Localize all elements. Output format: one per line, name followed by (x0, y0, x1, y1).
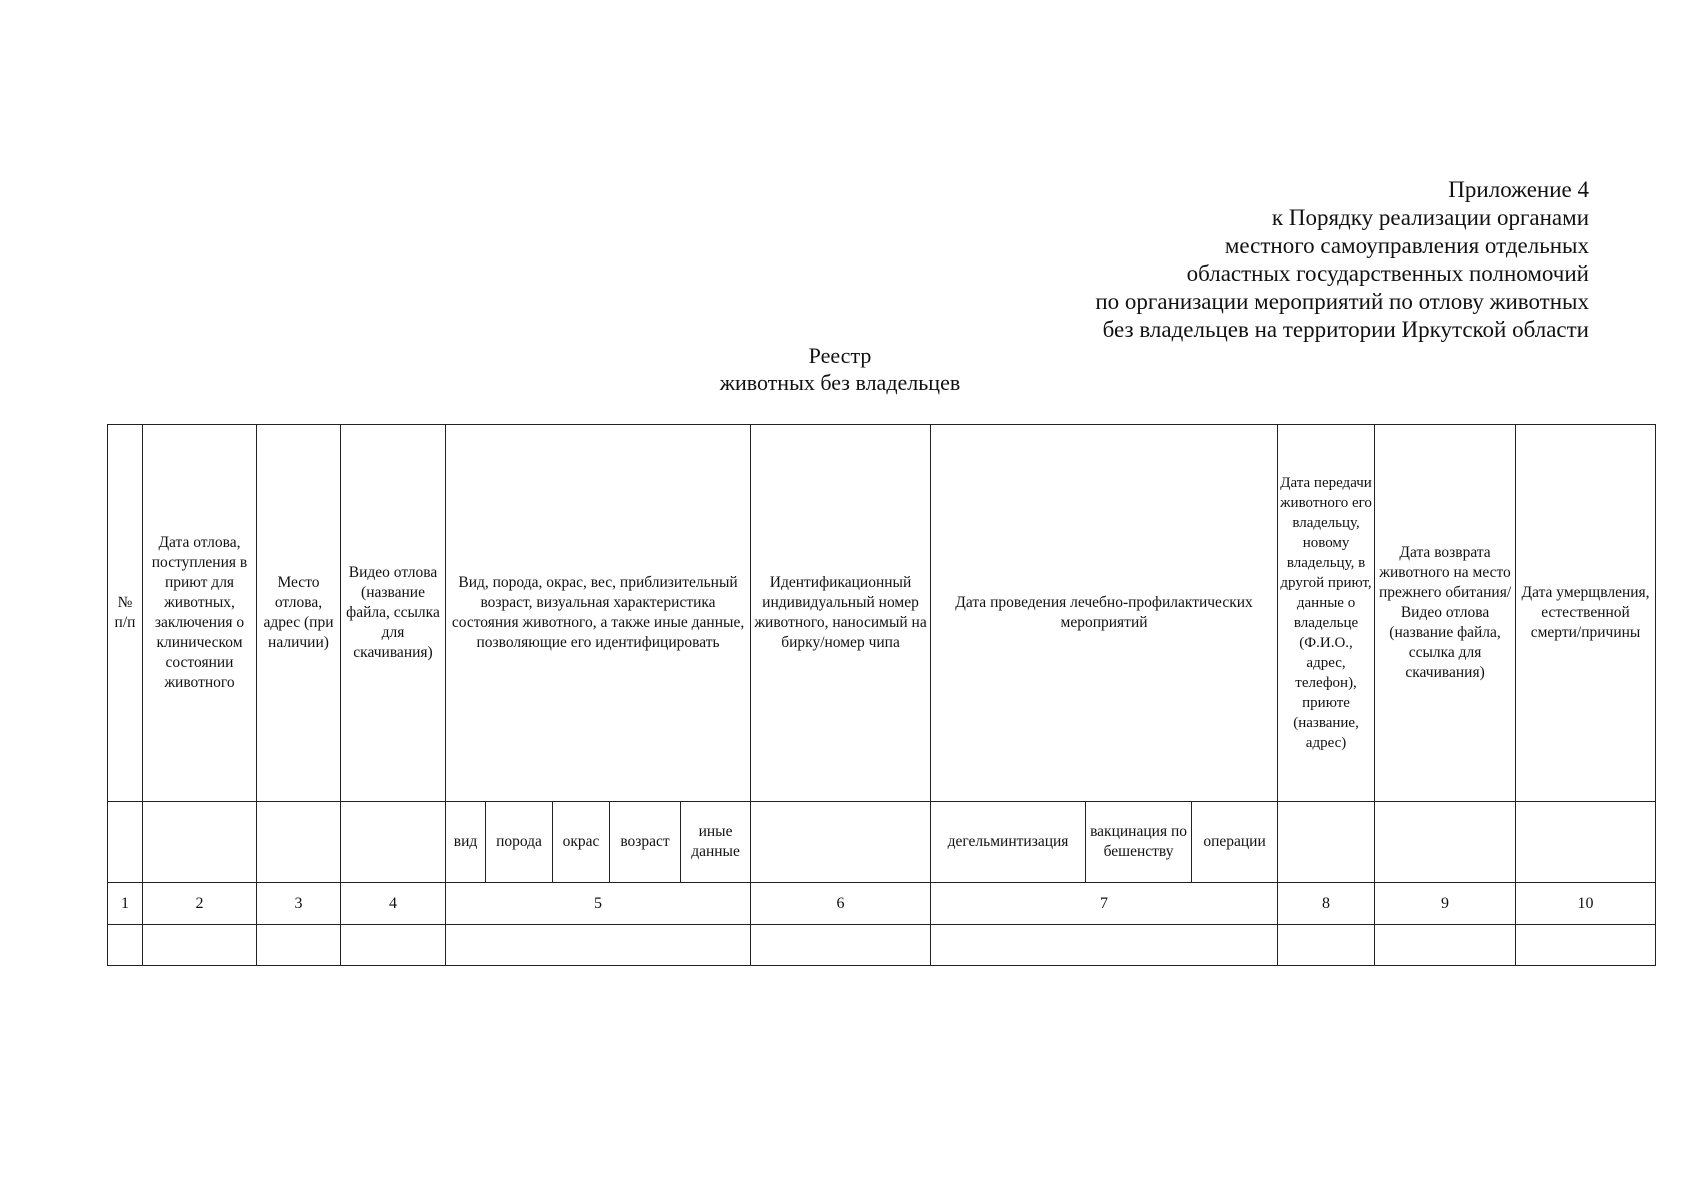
appendix-header (829, 176, 1589, 344)
table-row (108, 925, 1656, 966)
subheader-age: возраст (610, 802, 681, 883)
subheader-empty (1375, 802, 1516, 883)
subheader-operations: операции (1192, 802, 1278, 883)
header-return-date: Дата возврата животного на место прежнего обитания/Видео отлова (название файла, ссылка для скачивания) (1375, 425, 1516, 802)
table-cell (446, 925, 751, 966)
column-number: 4 (341, 883, 446, 925)
header-transfer-date: Дата передачи животного его владельцу, новому владельцу, в другой приют, данные о владельце (Ф.И.О., адрес, телефон), приюте (название, адрес) (1278, 425, 1375, 802)
header-treatment-date: Дата проведения лечебно-профилактических мероприятий (931, 425, 1278, 802)
header-number: № п/п (108, 425, 143, 802)
table-cell (341, 925, 446, 966)
subheader-empty (1516, 802, 1656, 883)
subheader-deworming: дегельминтизация (931, 802, 1086, 883)
appendix-line: к Порядку реализации органами (1271, 205, 1589, 230)
table-cell (751, 925, 931, 966)
subheader-empty (341, 802, 446, 883)
subheader-species: вид (446, 802, 486, 883)
header-animal-description: Вид, порода, окрас, вес, приблизительный возраст, визуальная характеристика состояния животного, а также иные данные, позволяющие его идентифицировать (446, 425, 751, 802)
appendix-line: Приложение 4 (1448, 177, 1589, 202)
subheader-empty (257, 802, 341, 883)
table-cell (1278, 925, 1375, 966)
header-capture-date: Дата отлова, поступления в приют для животных, заключения о клиническом состоянии животного (143, 425, 257, 802)
column-number: 6 (751, 883, 931, 925)
subheader-color: окрас (553, 802, 610, 883)
document-title (540, 342, 1140, 396)
header-capture-video: Видео отлова (название файла, ссылка для скачивания) (341, 425, 446, 802)
column-number: 2 (143, 883, 257, 925)
column-number: 7 (931, 883, 1278, 925)
appendix-line: по организации мероприятий по отлову животных (1095, 289, 1589, 314)
header-death-date: Дата умерщвления, естественной смерти/причины (1516, 425, 1656, 802)
header-capture-place: Место отлова, адрес (при наличии) (257, 425, 341, 802)
title-line-2: животных без владельцев (719, 370, 961, 395)
subheader-empty (143, 802, 257, 883)
table-cell (257, 925, 341, 966)
table-cell (931, 925, 1278, 966)
table-cell (1375, 925, 1516, 966)
appendix-line: местного самоуправления отдельных (1224, 233, 1589, 258)
subheader-rabies-vaccination: вакцинация по бешенству (1086, 802, 1192, 883)
appendix-line: без владельцев на территории Иркутской области (1102, 317, 1589, 342)
column-number-row (108, 883, 1656, 925)
column-number: 5 (446, 883, 751, 925)
subheader-empty (751, 802, 931, 883)
title-line-1: Реестр (808, 343, 872, 368)
column-number: 8 (1278, 883, 1375, 925)
subheader-breed: порода (486, 802, 553, 883)
header-row (108, 425, 1656, 802)
column-number: 9 (1375, 883, 1516, 925)
table-cell (143, 925, 257, 966)
header-identification-number: Идентификационный индивидуальный номер животного, наносимый на бирку/номер чипа (751, 425, 931, 802)
table-cell (108, 925, 143, 966)
column-number: 1 (108, 883, 143, 925)
registry-table (107, 424, 1656, 966)
subheader-empty (1278, 802, 1375, 883)
subheader-row (108, 802, 1656, 883)
subheader-other-data: иные данные (681, 802, 751, 883)
column-number: 3 (257, 883, 341, 925)
table-cell (1516, 925, 1656, 966)
appendix-line: областных государственных полномочий (1186, 261, 1589, 286)
subheader-empty (108, 802, 143, 883)
column-number: 10 (1516, 883, 1656, 925)
